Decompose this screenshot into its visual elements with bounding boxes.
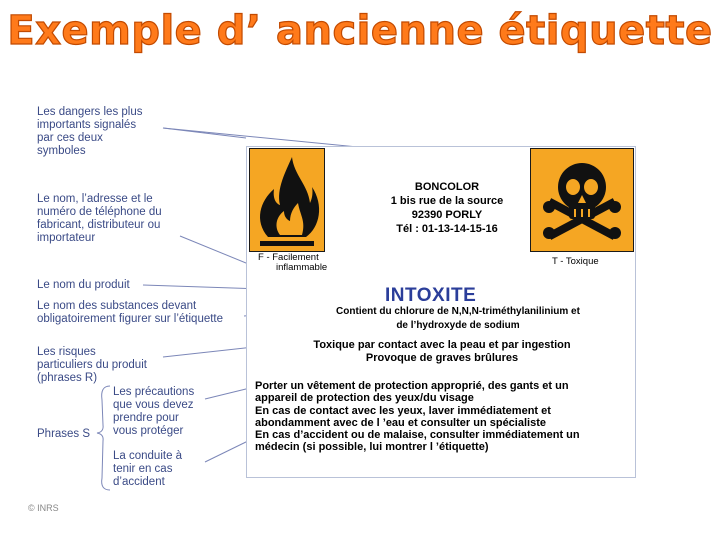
annotation-line: importateur [37,232,96,244]
risk-line: Provoque de graves brûlures [365,352,519,364]
flame-icon [250,149,324,251]
flammable-pictogram [249,148,325,252]
connector-emergency [205,440,250,462]
annotation-line: (phrases R) [37,372,98,384]
annotation-line: prendre pour [113,412,179,424]
safety-line: En cas d’accident ou de malaise, consulter immédiatement un [255,429,580,442]
annotation-line: Phrases S [37,428,91,440]
connector-precautions [205,388,250,399]
annotation-line: tenir en cas [113,463,173,475]
annotation-line: La conduite à [113,450,183,462]
annotation-line: importants signalés [37,119,137,131]
safety-line: En cas de contact avec les yeux, laver immédiatement et [255,404,551,417]
substance-line: de l’hydroxyde de sodium [396,320,520,331]
annotation-line: obligatoirement figurer sur l’étiquette [37,313,224,325]
annotation-line: par ces deux [37,132,103,144]
safety-line: Porter un vêtement de protection approprié, des gants et un [255,380,569,392]
annotation-line: numéro de téléphone du [37,206,162,218]
annotation-line: Le nom des substances devant [37,300,197,312]
annotation-line: Les risques [37,346,96,358]
annotation-line: Les précautions [113,386,195,398]
annotation-line: d’accident [113,476,165,488]
caption-line: F - Facilement [258,252,319,263]
supplier-phone: Tél : 01-13-14-15-16 [396,223,498,235]
substance-line: Contient du chlorure de N,N,N-triméthylanilinium et [336,306,580,317]
copyright: © INRS [28,503,59,513]
safety-phrases [255,380,625,454]
product-name: INTOXITE [385,285,477,306]
annotation-line: Le nom, l’adresse et le [37,193,153,205]
toxic-pictogram [530,148,634,252]
page-title: Exemple d’ ancienne étiquette [7,8,713,54]
safety-line: appareil de protection des yeux/du visage [255,392,474,405]
flammable-caption [258,253,327,273]
annotation-line: vous protéger [113,425,184,437]
caption-line: inflammable [276,262,328,273]
safety-line: médecin (si possible, lui montrer l ’étiquette) [255,441,489,454]
annotation-line: fabricant, distributeur ou [37,219,161,231]
supplier-city: 92390 PORLY [411,209,483,221]
annotation-line: que vous devez [113,399,194,411]
safety-line: abondamment avec de l ’eau et consulter un spécialiste [255,416,546,429]
skull-crossbones-icon [531,149,633,251]
risk-line: Toxique par contact avec la peau et par ingestion [313,339,571,351]
annotation-line: particuliers du produit [37,359,147,371]
brace-phrases-s [97,386,110,490]
supplier-block [378,180,516,236]
caption-line: T - Toxique [552,256,599,267]
supplier-name: BONCOLOR [414,181,480,193]
substances-block [300,305,616,333]
annotation-line: Le nom du produit [37,279,130,291]
toxic-caption [552,257,599,267]
risk-phrases [292,339,592,365]
annotation-line: symboles [37,145,86,157]
annotation-line: Les dangers les plus [37,106,143,118]
supplier-street: 1 bis rue de la source [390,195,504,207]
